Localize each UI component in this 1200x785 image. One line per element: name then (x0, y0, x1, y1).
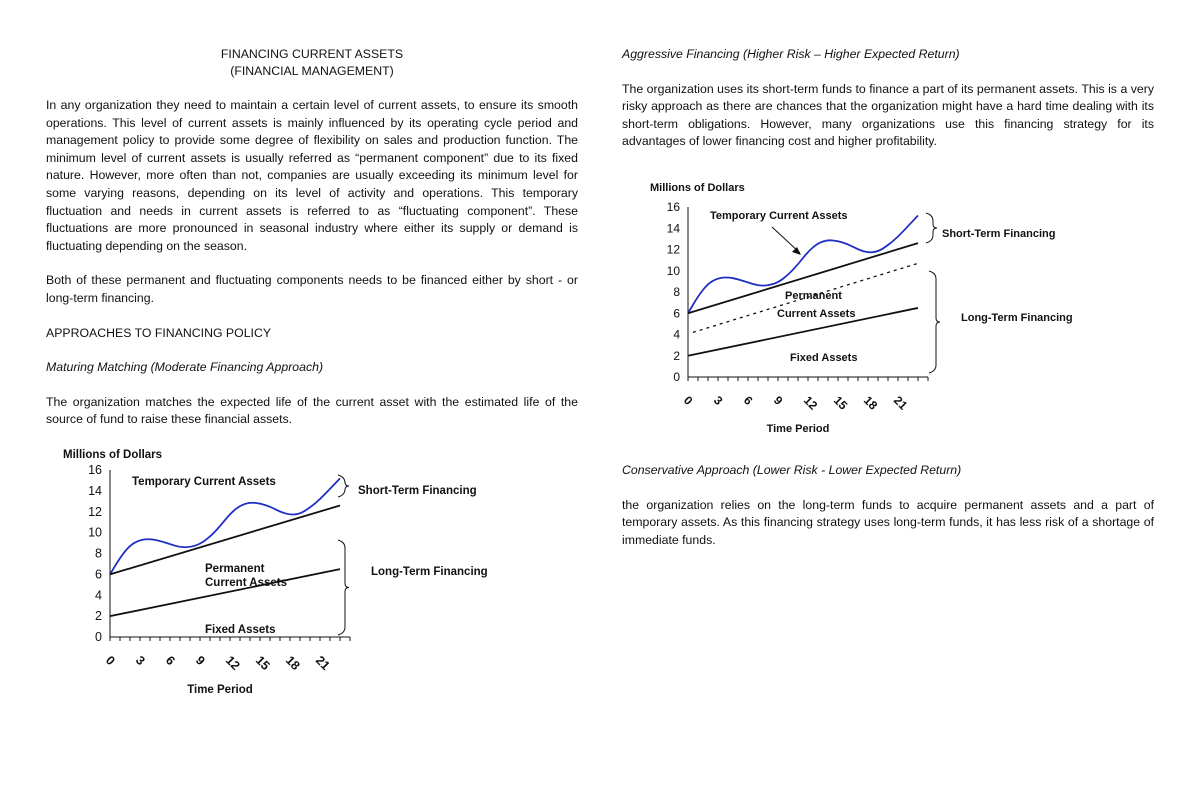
y-tick-label: 14 (88, 483, 102, 498)
current-assets-label: Current Assets (777, 308, 856, 320)
x-tick-label: 15 (830, 393, 851, 413)
y-tick-label: 4 (673, 327, 680, 342)
maturing-matching-chart (55, 440, 515, 710)
chart-title: Millions of Dollars (650, 182, 745, 194)
conservative-paragraph: the organization relies on the long-term funds to acquire permanent assets and a part of temporary assets. As this financing strategy uses long-term funds, it has less risk of a shortage of immediate funds. (622, 497, 1154, 547)
y-tick-label: 2 (95, 609, 102, 624)
document-title-line2: (FINANCIAL MANAGEMENT) (230, 64, 394, 78)
x-tick-label: 3 (710, 393, 726, 408)
x-tick-label: 9 (192, 653, 208, 669)
y-tick-label: 6 (95, 567, 102, 582)
y-tick-label: 14 (666, 221, 680, 236)
aggressive-financing-chart (640, 175, 1080, 445)
conservative-heading: Conservative Approach (Lower Risk - Lower Expected Return) (622, 463, 962, 477)
temporary-current-assets-label: Temporary Current Assets (710, 210, 848, 222)
left-column (46, 46, 578, 429)
short-term-brace (926, 213, 937, 243)
y-tick-label: 12 (88, 504, 102, 519)
y-tick-label: 10 (88, 525, 102, 540)
y-tick-label: 16 (666, 200, 680, 214)
current-assets-label: Current Assets (205, 577, 288, 589)
x-tick-label: 0 (680, 393, 696, 408)
temporary-current-assets-curve (110, 478, 340, 574)
x-tick-label: 21 (890, 393, 911, 413)
temporary-current-assets-label: Temporary Current Assets (132, 476, 276, 488)
right-column-lower (622, 462, 1154, 549)
aggressive-heading: Aggressive Financing (Higher Risk – Higher Expected Return) (622, 47, 960, 61)
long-term-brace (338, 540, 349, 635)
x-tick-label: 18 (860, 393, 881, 413)
y-tick-label: 0 (95, 630, 102, 644)
right-column (622, 46, 1154, 151)
x-tick-label: 6 (740, 393, 756, 408)
y-tick-label: 8 (673, 285, 680, 299)
fixed-assets-label: Fixed Assets (205, 624, 276, 636)
y-tick-label: 12 (666, 242, 680, 257)
y-tick-label: 8 (95, 546, 102, 561)
approaches-heading: APPROACHES TO FINANCING POLICY (46, 325, 272, 340)
x-tick-label: 12 (222, 653, 243, 673)
aggressive-paragraph: The organization uses its short-term funds to finance a part of its permanent assets. This is a very risky approach as there are chances that the organization might have a hard time dealing with its short-term obligations. However, many organizations use this financing strategy for its advantages of lower financing cost and higher profitability. (622, 81, 1154, 149)
x-axis-label: Time Period (766, 423, 830, 435)
fixed-assets-label: Fixed Assets (790, 352, 858, 364)
annotation-arrow-head (792, 247, 801, 255)
x-tick-label: 12 (800, 393, 821, 413)
financing-paragraph: Both of these permanent and fluctuating components needs to be financed either by short - or long-term financing. (46, 273, 578, 305)
permanent-label: Permanent (205, 563, 265, 575)
long-term-brace (929, 271, 940, 373)
x-tick-label: 0 (102, 653, 118, 669)
x-tick-label: 15 (252, 653, 273, 673)
x-tick-label: 6 (162, 653, 178, 669)
intro-paragraph: In any organization they need to maintain a certain level of current assets, to ensure its smooth operations. This level of current assets is mainly influenced by its operating cycle period and management policy to provide some degree of flexibility on sales and production function. The minimum level of current assets is usually referred as “permanent component” due to its fixed nature. However, more often than not, companies are usually exceeding its minimum level for some varying reasons, depending on its level of activity and operations. This temporary fluctuation and needs in current assets is referred to as “fluctuating component”. These fluctuations are more pronounced in seasonal industry where either its supply or demand is fluctuating depending on the season. (46, 98, 578, 253)
y-tick-label: 16 (88, 463, 102, 477)
x-tick-label: 18 (282, 653, 303, 673)
short-term-financing-label: Short-Term Financing (358, 485, 477, 497)
y-tick-label: 10 (666, 263, 680, 278)
x-tick-label: 21 (312, 653, 333, 673)
y-tick-label: 4 (95, 588, 102, 603)
y-tick-label: 2 (673, 348, 680, 363)
x-tick-label: 9 (770, 393, 786, 408)
long-term-financing-label: Long-Term Financing (371, 566, 488, 578)
x-axis-label: Time Period (187, 684, 253, 696)
y-tick-label: 6 (673, 306, 680, 321)
maturing-paragraph: The organization matches the expected life of the current asset with the estimated life of the source of fund to raise these financial assets. (46, 394, 578, 427)
chart-title: Millions of Dollars (63, 449, 163, 461)
maturing-heading: Maturing Matching (Moderate Financing Approach) (46, 360, 324, 375)
document-title-line1: FINANCING CURRENT ASSETS (220, 47, 404, 61)
short-term-financing-label: Short-Term Financing (942, 228, 1056, 240)
x-tick-label: 3 (132, 653, 148, 669)
permanent-label: Permanent (785, 290, 842, 302)
y-tick-label: 0 (673, 370, 680, 384)
long-term-financing-label: Long-Term Financing (961, 312, 1073, 324)
